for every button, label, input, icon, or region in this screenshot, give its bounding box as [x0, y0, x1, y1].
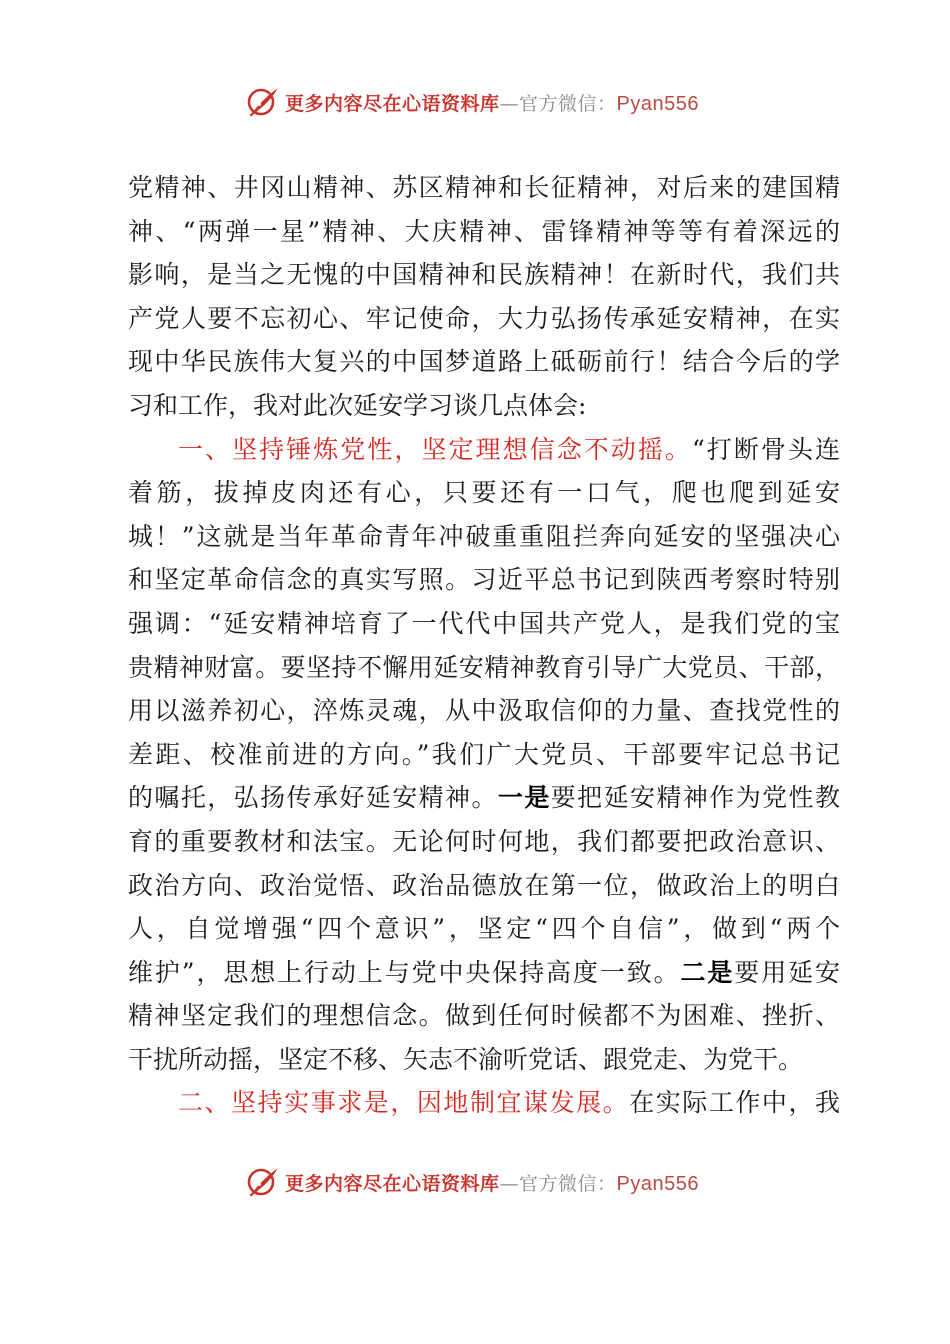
banner-library-text: 更多内容尽在心语资料库: [285, 92, 500, 115]
body-line: [128, 253, 840, 297]
text-run: 和坚定革命信念的真实写照。习近平总书记到陕西考察时特别: [128, 565, 840, 595]
body-line: [128, 864, 840, 908]
banner-library-text: 更多内容尽在心语资料库: [285, 1172, 500, 1195]
footer-banner-content: [245, 1164, 699, 1200]
banner-wechat-id: Pyan556: [616, 1172, 699, 1195]
text-run: 政治方向、政治觉悟、政治品德放在第一位，做政治上的明白: [128, 870, 840, 900]
banner-wechat-label: —官方微信：: [499, 1172, 617, 1195]
body-line: [128, 558, 840, 602]
body-line: [128, 951, 840, 995]
text-run: 干扰所动摇，坚定不移、矢志不渝听党话、跟党走、为党干。: [128, 1044, 804, 1074]
body-line: [128, 1038, 840, 1082]
text-run: 影响，是当之无愧的中国精神和民族精神！在新时代，我们共: [128, 260, 840, 290]
body-line: [128, 907, 840, 951]
body-line: [128, 515, 840, 559]
banner-wechat-id: Pyan556: [616, 92, 699, 115]
footer-banner: [0, 1162, 950, 1202]
text-run: 产党人要不忘初心、牢记使命，大力弘扬传承延安精神，在实: [128, 303, 840, 333]
text-run: 神、“两弹一星”精神、大庆精神、雷锋精神等等有着深远的: [128, 216, 840, 246]
text-run: 着筋，拔掉皮肉还有心，只要还有一口气，爬也爬到延安: [128, 478, 840, 508]
header-banner-content: [245, 84, 699, 120]
body-line: [128, 340, 840, 384]
body-line: [128, 166, 840, 210]
text-run: 育的重要教材和法宝。无论何时何地，我们都要把政治意识、: [128, 826, 840, 856]
body-line: [128, 210, 840, 254]
emphasis-first: 一是: [497, 783, 551, 813]
text-run: 强调：“延安精神培育了一代代中国共产党人，是我们党的宝: [128, 608, 840, 638]
text-run: 精神坚定我们的理想信念。做到任何时候都不为困难、挫折、: [128, 1001, 840, 1031]
document-body: [128, 166, 840, 1125]
quill-pen-logo-icon: [245, 84, 281, 120]
text-run: 维护”，思想上行动上与党中央保持高度一致。: [128, 957, 681, 987]
text-run: 党精神、井冈山精神、苏区精神和长征精神，对后来的建国精: [128, 173, 840, 202]
body-line: [128, 384, 840, 428]
text-run: 用以滋养初心，淬炼灵魂，从中汲取信仰的力量、查找党性的: [128, 696, 840, 726]
text-run: 差距、校准前进的方向。”我们广大党员、干部要牢记总书记: [128, 739, 840, 769]
body-line: [128, 820, 840, 864]
text-run: 人，自觉增强“四个意识”，坚定“四个自信”，做到“两个: [128, 914, 840, 944]
text-run: 的嘱托，弘扬传承好延安精神。: [128, 783, 498, 813]
header-banner: [0, 82, 950, 122]
banner-wechat-label: —官方微信：: [499, 92, 617, 115]
text-run: 贵精神财富。要坚持不懈用延安精神教育引导广大党员、干部，: [128, 652, 840, 682]
body-line: [128, 689, 840, 733]
quill-pen-logo-icon: [245, 1164, 281, 1200]
text-run: 要用延安: [734, 957, 840, 987]
body-line: [128, 646, 840, 690]
body-line: [128, 733, 840, 777]
text-run: 城！”这就是当年革命青年冲破重重阻拦奔向延安的坚强决心: [128, 521, 840, 551]
text-run: 现中华民族伟大复兴的中国梦道路上砥砺前行！结合今后的学: [128, 347, 840, 377]
text-run: 在实际工作中，我: [629, 1088, 840, 1118]
banner-text: [285, 1169, 699, 1196]
body-line: [128, 994, 840, 1038]
text-run: “打断骨头连: [691, 434, 841, 464]
body-line: [128, 602, 840, 646]
text-run: 习和工作，我对此次延安学习谈几点体会:: [128, 390, 587, 420]
body-line: [128, 1081, 840, 1125]
section-heading-2: 二、坚持实事求是，因地制宜谋发展。: [178, 1088, 630, 1118]
banner-text: [285, 89, 699, 116]
section-heading-1: 一、坚持锤炼党性，坚定理想信念不动摇。: [178, 434, 692, 464]
body-line: [128, 297, 840, 341]
body-line: [128, 428, 840, 472]
text-run: 要把延安精神作为党性教: [550, 783, 840, 813]
emphasis-second: 二是: [680, 957, 735, 987]
body-line: [128, 471, 840, 515]
body-line: [128, 776, 840, 820]
